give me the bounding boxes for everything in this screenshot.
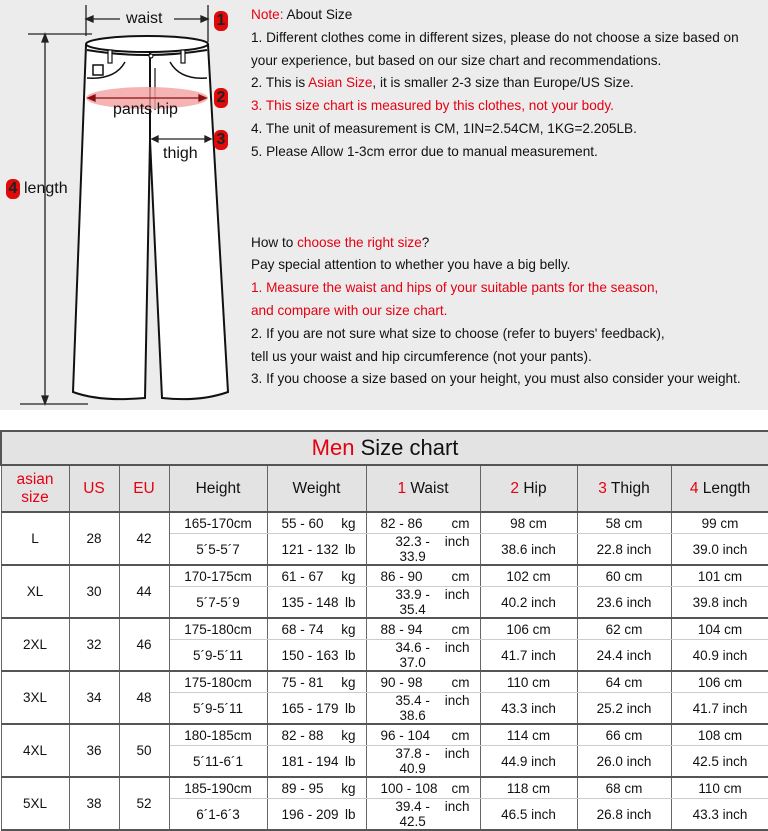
pants-diagram [0,0,250,410]
us-size-cell: 32 [69,618,119,671]
howto-line [251,346,766,369]
cell-unit: inch [444,693,470,708]
cell-value: 61 - 67 [281,568,324,584]
table-cell [366,693,480,725]
cell-unit: kg [341,621,356,637]
waist-label: waist [126,10,163,27]
text-segment: ? [421,234,430,250]
table-cell: 5´11-6´1 [169,746,267,778]
size-cell: 4XL [1,724,69,777]
howto-line [251,368,766,391]
cell-value: 33.9 - 35.4 [395,587,430,617]
table-cell [366,746,480,778]
length-label: length [24,180,68,197]
cell-value: 96 - 104 [380,727,431,743]
table-cell [366,565,480,587]
waistband [86,36,208,52]
cell-unit: inch [444,534,470,549]
cell-unit: cm [451,780,470,796]
table-cell: 104 cm [671,618,768,640]
table-cell [267,799,366,831]
notes-line [251,95,766,118]
column-header [69,465,119,512]
howto-line [251,254,766,277]
us-size-cell: 34 [69,671,119,724]
table-cell [267,724,366,746]
text-segment: 1. Measure the waist and hips of your suitable pants for the season, [251,280,659,296]
table-cell [366,724,480,746]
column-header [119,465,169,512]
notes-line [251,50,766,73]
cell-value: 82 - 86 [380,515,423,531]
hip-label: pants hip [113,101,178,118]
table-cell [267,618,366,640]
table-cell: 43.3 inch [480,693,577,725]
text-segment: and compare with our size chart. [251,302,448,318]
table-cell: 175-180cm [169,618,267,640]
table-cell: 5´9-5´11 [169,640,267,672]
text-segment: tell us your waist and hip circumference (not your pants). [251,348,592,364]
table-cell [267,746,366,778]
cell-unit: lb [344,806,356,822]
cell-value: 82 - 88 [281,727,324,743]
cell-unit: inch [444,799,470,814]
cell-value: 68 - 74 [281,621,324,637]
table-cell: 102 cm [480,565,577,587]
us-size-cell: 28 [69,512,119,565]
cell-value: 32.3 - 33.9 [395,534,430,564]
table-cell [267,534,366,566]
table-row [1,512,768,534]
table-cell: 38.6 inch [480,534,577,566]
table-cell [267,777,366,799]
text-segment: 5. Please Allow 1-3cm error due to manual measurement. [251,143,598,159]
size-cell: L [1,512,69,565]
table-cell: 170-175cm [169,565,267,587]
cell-value: 88 - 94 [380,621,423,637]
table-cell: 24.4 inch [577,640,671,672]
table-cell: 185-190cm [169,777,267,799]
table-cell: 68 cm [577,777,671,799]
table-cell: 106 cm [671,671,768,693]
text-segment: 2 [510,479,520,497]
table-cell [267,565,366,587]
table-cell: 180-185cm [169,724,267,746]
table-cell: 5´5-5´7 [169,534,267,566]
table-cell [366,640,480,672]
eu-size-cell: 42 [119,512,169,565]
cell-value: 89 - 95 [281,780,324,796]
table-cell: 108 cm [671,724,768,746]
eu-size-cell: 48 [119,671,169,724]
table-cell: 6´1-6´3 [169,799,267,831]
cell-unit: lb [344,700,356,716]
size-chart-table [0,430,768,831]
text-segment: 1. Different clothes come in different sizes, please do not choose a size based on [251,29,739,45]
table-cell: 26.0 inch [577,746,671,778]
text-segment: your experience, but based on our size chart and recommendations. [251,52,662,68]
size-cell: 3XL [1,671,69,724]
text-segment: How to [251,234,298,250]
table-cell: 23.6 inch [577,587,671,619]
text-segment: choose the right size [297,234,422,250]
column-header [671,465,768,512]
badge-2: 2 [214,88,228,108]
cell-unit: kg [341,674,356,690]
cell-value: 34.6 - 37.0 [395,640,430,670]
text-segment: Weight [292,479,341,497]
table-cell [267,640,366,672]
text-segment: Note: [251,7,284,22]
text-segment: , it is smaller 2-3 size than Europe/US Size. [372,75,634,91]
text-segment: Pay special attention to whether you have a big belly. [251,257,571,273]
cell-unit: kg [341,568,356,584]
cell-unit: kg [341,780,356,796]
text-segment: 3 [598,479,607,497]
table-cell: 60 cm [577,565,671,587]
table-cell: 66 cm [577,724,671,746]
table-cell: 98 cm [480,512,577,534]
table-title: Men Size chart [1,431,768,465]
eu-size-cell: 44 [119,565,169,618]
table-cell: 43.3 inch [671,799,768,831]
column-header [267,465,366,512]
table-cell: 114 cm [480,724,577,746]
table-cell [366,587,480,619]
badge-4: 4 [6,179,20,199]
notes-line [251,4,766,27]
column-header [366,465,480,512]
howto-line [251,232,766,255]
badge-3: 3 [214,130,228,150]
table-cell: 41.7 inch [671,693,768,725]
text-segment: Hip [519,479,547,497]
cell-unit: cm [451,568,470,584]
table-cell: 5´9-5´11 [169,693,267,725]
table-row [1,565,768,587]
text-segment: About Size [283,7,353,22]
table-cell [366,799,480,831]
table-cell: 22.8 inch [577,534,671,566]
text-segment: asian size [16,470,54,506]
size-guide-panel [0,0,768,410]
table-cell: 101 cm [671,565,768,587]
table-cell: 26.8 inch [577,799,671,831]
eu-size-cell: 46 [119,618,169,671]
text-segment: Waist [406,479,449,497]
size-cell: 2XL [1,618,69,671]
table-cell: 165-170cm [169,512,267,534]
table-cell [267,587,366,619]
text-segment: EU [133,479,155,497]
table-cell [366,512,480,534]
column-header [1,465,69,512]
table-cell: 39.8 inch [671,587,768,619]
us-size-cell: 38 [69,777,119,830]
table-cell: 40.2 inch [480,587,577,619]
eu-size-cell: 50 [119,724,169,777]
table-cell: 64 cm [577,671,671,693]
table-cell: 118 cm [480,777,577,799]
notes-line [251,27,766,50]
thigh-label: thigh [163,145,198,162]
table-cell: 40.9 inch [671,640,768,672]
table-cell: 58 cm [577,512,671,534]
cell-value: 100 - 108 [380,780,438,796]
column-header [169,465,267,512]
text-segment: Asian Size [308,75,373,91]
text-segment: 3. This size chart is measured by this clothes, not your body. [251,98,614,114]
table-cell: 39.0 inch [671,534,768,566]
table-row [1,671,768,693]
table-row [1,777,768,799]
text-segment: 1 [397,479,407,497]
table-cell: 106 cm [480,618,577,640]
text-segment: 4. The unit of measurement is CM, 1IN=2.54CM, 1KG=2.205LB. [251,120,637,136]
cell-value: 35.4 - 38.6 [395,693,430,723]
table-cell [366,618,480,640]
cell-value: 150 - 163 [281,647,339,663]
text-segment: 4 [689,479,699,497]
table-cell [366,671,480,693]
cell-unit: kg [341,515,356,531]
table-row [1,618,768,640]
howto-line [251,300,766,323]
table-cell: 5´7-5´9 [169,587,267,619]
table-cell: 110 cm [671,777,768,799]
cell-value: 39.4 - 42.5 [395,799,430,829]
cell-unit: inch [444,746,470,761]
table-cell [267,671,366,693]
size-cell: 5XL [1,777,69,830]
table-cell: 175-180cm [169,671,267,693]
table-cell: 25.2 inch [577,693,671,725]
cell-unit: cm [451,727,470,743]
table-cell: 62 cm [577,618,671,640]
text-segment: Height [195,479,241,497]
table-cell [366,534,480,566]
cell-unit: lb [344,647,356,663]
text-segment: 3. If you choose a size based on your height, you must also consider your weight. [251,371,741,387]
cell-unit: inch [444,587,470,602]
cell-value: 37.8 - 40.9 [395,746,430,776]
table-cell: 110 cm [480,671,577,693]
table-cell [267,512,366,534]
table-cell: 42.5 inch [671,746,768,778]
cell-value: 196 - 209 [281,806,339,822]
cell-unit: lb [344,541,356,557]
column-header [577,465,671,512]
cell-value: 181 - 194 [281,753,339,769]
us-size-cell: 36 [69,724,119,777]
text-segment: 2. If you are not sure what size to choose (refer to buyers' feedback), [251,325,665,341]
table-cell [366,777,480,799]
cell-unit: kg [341,727,356,743]
cell-value: 135 - 148 [281,594,339,610]
cell-unit: lb [344,753,356,769]
notes-text [251,4,766,391]
cell-unit: cm [451,515,470,531]
table-cell: 41.7 inch [480,640,577,672]
cell-unit: lb [344,594,356,610]
table-cell [267,693,366,725]
table-cell: 46.5 inch [480,799,577,831]
cell-unit: inch [444,640,470,655]
cell-value: 86 - 90 [380,568,423,584]
cell-unit: cm [451,621,470,637]
table-cell: 99 cm [671,512,768,534]
column-header [480,465,577,512]
text-segment: US [83,479,105,497]
badge-1: 1 [214,11,228,31]
howto-line [251,277,766,300]
cell-value: 55 - 60 [281,515,324,531]
text-segment: 2. This is [251,75,309,91]
eu-size-cell: 52 [119,777,169,830]
text-segment: Thigh [606,479,650,497]
notes-line [251,141,766,164]
cell-value: 165 - 179 [281,700,339,716]
cell-value: 75 - 81 [281,674,324,690]
notes-line [251,72,766,95]
size-cell: XL [1,565,69,618]
us-size-cell: 30 [69,565,119,618]
cell-value: 90 - 98 [380,674,423,690]
notes-line [251,118,766,141]
text-segment: Length [698,479,751,497]
howto-line [251,323,766,346]
cell-value: 121 - 132 [281,541,339,557]
table-cell: 44.9 inch [480,746,577,778]
cell-unit: cm [451,674,470,690]
table-row [1,724,768,746]
